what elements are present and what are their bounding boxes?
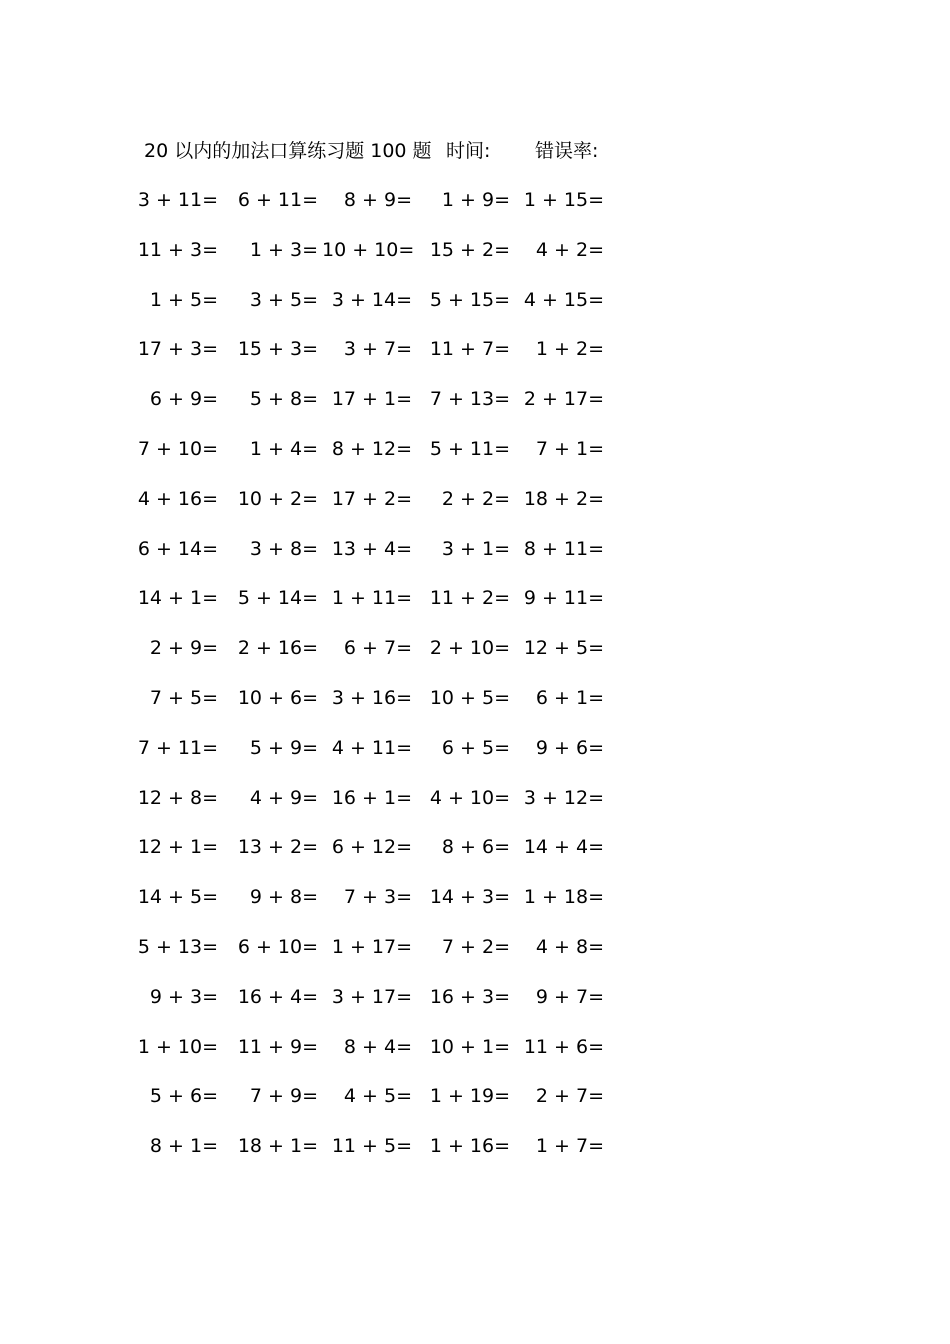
problem: 3 + 12=	[523, 786, 604, 809]
problem: 3 + 5=	[249, 288, 318, 311]
problem: 8 + 9=	[343, 189, 412, 211]
problem: 8 + 11=	[523, 537, 604, 560]
problem: 4 + 16=	[137, 487, 218, 510]
problem: 14 + 4=	[523, 836, 604, 859]
problem: 4 + 11=	[331, 736, 412, 759]
problem: 1 + 16=	[429, 1135, 510, 1158]
problem: 14 + 5=	[137, 886, 218, 909]
problem: 2 + 10=	[429, 637, 510, 660]
problem: 7 + 3=	[343, 886, 412, 909]
problem: 4 + 9=	[249, 786, 318, 809]
problem: 16 + 1=	[331, 786, 412, 809]
problem: 1 + 11=	[331, 587, 412, 610]
problem-row	[0, 884, 950, 934]
problem: 1 + 5=	[149, 288, 218, 311]
problem: 5 + 6=	[149, 1085, 218, 1108]
problem: 17 + 3=	[137, 338, 218, 361]
problem: 2 + 16=	[237, 637, 318, 660]
problem-row	[0, 785, 950, 835]
problem: 1 + 7=	[535, 1135, 604, 1158]
problem: 2 + 9=	[149, 637, 218, 660]
problem-row	[0, 486, 950, 536]
problem: 9 + 7=	[535, 985, 604, 1008]
problem: 11 + 2=	[429, 587, 510, 610]
problem: 13 + 4=	[331, 537, 412, 560]
problem: 4 + 8=	[535, 935, 604, 958]
worksheet-header	[144, 138, 704, 164]
problem: 7 + 5=	[149, 686, 218, 709]
problem-grid	[0, 187, 950, 1183]
problem: 8 + 4=	[343, 1035, 412, 1058]
problem: 7 + 10=	[137, 437, 218, 460]
problem: 17 + 2=	[331, 487, 412, 510]
problem: 6 + 12=	[331, 836, 412, 859]
problem: 7 + 9=	[249, 1085, 318, 1108]
problem: 1 + 18=	[523, 886, 604, 909]
problem: 7 + 13=	[429, 388, 510, 411]
problem: 5 + 8=	[249, 388, 318, 411]
problem: 3 + 14=	[331, 288, 412, 311]
problem: 9 + 6=	[535, 736, 604, 759]
problem-row	[0, 685, 950, 735]
problem-row	[0, 287, 950, 337]
problem-row	[0, 336, 950, 386]
problem: 1 + 9=	[441, 189, 510, 211]
problem: 5 + 13=	[137, 935, 218, 958]
problem: 6 + 7=	[343, 637, 412, 660]
problem: 11 + 7=	[429, 338, 510, 361]
problem: 10 + 10=	[322, 238, 415, 261]
problem: 10 + 1=	[429, 1035, 510, 1058]
problem-row	[0, 934, 950, 984]
problem-row	[0, 1133, 950, 1183]
problem: 11 + 5=	[331, 1135, 412, 1158]
problem-row	[0, 386, 950, 436]
problem: 12 + 5=	[523, 637, 604, 660]
problem: 3 + 17=	[331, 985, 412, 1008]
problem-row	[0, 436, 950, 486]
problem: 12 + 1=	[137, 836, 218, 859]
problem: 2 + 17=	[523, 388, 604, 411]
problem-row	[0, 237, 950, 287]
problem: 5 + 9=	[249, 736, 318, 759]
problem-row	[0, 834, 950, 884]
problem: 11 + 9=	[237, 1035, 318, 1058]
problem: 10 + 6=	[237, 686, 318, 709]
problem: 10 + 5=	[429, 686, 510, 709]
problem: 1 + 3=	[249, 238, 318, 261]
problem: 18 + 2=	[523, 487, 604, 510]
problem: 13 + 2=	[237, 836, 318, 859]
problem: 5 + 11=	[429, 437, 510, 460]
problem: 12 + 8=	[137, 786, 218, 809]
problem: 2 + 2=	[441, 487, 510, 510]
problem: 9 + 8=	[249, 886, 318, 909]
problem: 3 + 11=	[137, 189, 218, 211]
problem: 6 + 10=	[237, 935, 318, 958]
problem: 1 + 10=	[137, 1035, 218, 1058]
problem: 16 + 3=	[429, 985, 510, 1008]
problem: 7 + 11=	[137, 736, 218, 759]
problem: 11 + 3=	[137, 238, 218, 261]
problem-row	[0, 1083, 950, 1133]
problem: 7 + 1=	[535, 437, 604, 460]
worksheet-title: 20 以内的加法口算练习题 100 题	[144, 140, 432, 162]
problem: 5 + 15=	[429, 288, 510, 311]
problem-row	[0, 1034, 950, 1084]
problem: 7 + 2=	[441, 935, 510, 958]
problem: 1 + 17=	[331, 935, 412, 958]
problem: 2 + 7=	[535, 1085, 604, 1108]
problem: 3 + 7=	[343, 338, 412, 361]
problem: 6 + 5=	[441, 736, 510, 759]
problem: 15 + 3=	[237, 338, 318, 361]
problem: 17 + 1=	[331, 388, 412, 411]
problem: 8 + 6=	[441, 836, 510, 859]
problem: 6 + 9=	[149, 388, 218, 411]
problem: 1 + 4=	[249, 437, 318, 460]
problem: 6 + 1=	[535, 686, 604, 709]
problem: 6 + 14=	[137, 537, 218, 560]
problem: 10 + 2=	[237, 487, 318, 510]
problem: 8 + 12=	[331, 437, 412, 460]
problem: 15 + 2=	[429, 238, 510, 261]
problem: 8 + 1=	[149, 1135, 218, 1158]
problem: 14 + 1=	[137, 587, 218, 610]
problem: 9 + 11=	[523, 587, 604, 610]
problem: 9 + 3=	[149, 985, 218, 1008]
problem-row	[0, 585, 950, 635]
problem-row	[0, 536, 950, 586]
problem-row	[0, 984, 950, 1034]
problem: 4 + 15=	[523, 288, 604, 311]
problem: 16 + 4=	[237, 985, 318, 1008]
problem: 4 + 2=	[535, 238, 604, 261]
problem: 11 + 6=	[523, 1035, 604, 1058]
problem: 3 + 1=	[441, 537, 510, 560]
problem: 14 + 3=	[429, 886, 510, 909]
problem: 18 + 1=	[237, 1135, 318, 1158]
problem: 1 + 2=	[535, 338, 604, 361]
problem: 1 + 19=	[429, 1085, 510, 1108]
problem-row	[0, 635, 950, 685]
problem: 5 + 14=	[237, 587, 318, 610]
time-label: 时间:	[446, 140, 491, 162]
problem: 3 + 16=	[331, 686, 412, 709]
problem-row	[0, 735, 950, 785]
problem: 6 + 11=	[237, 189, 318, 211]
problem: 4 + 10=	[429, 786, 510, 809]
problem: 1 + 15=	[523, 189, 604, 211]
problem: 4 + 5=	[343, 1085, 412, 1108]
problem-row	[0, 187, 950, 237]
problem: 3 + 8=	[249, 537, 318, 560]
error-rate-label: 错误率:	[535, 140, 599, 162]
